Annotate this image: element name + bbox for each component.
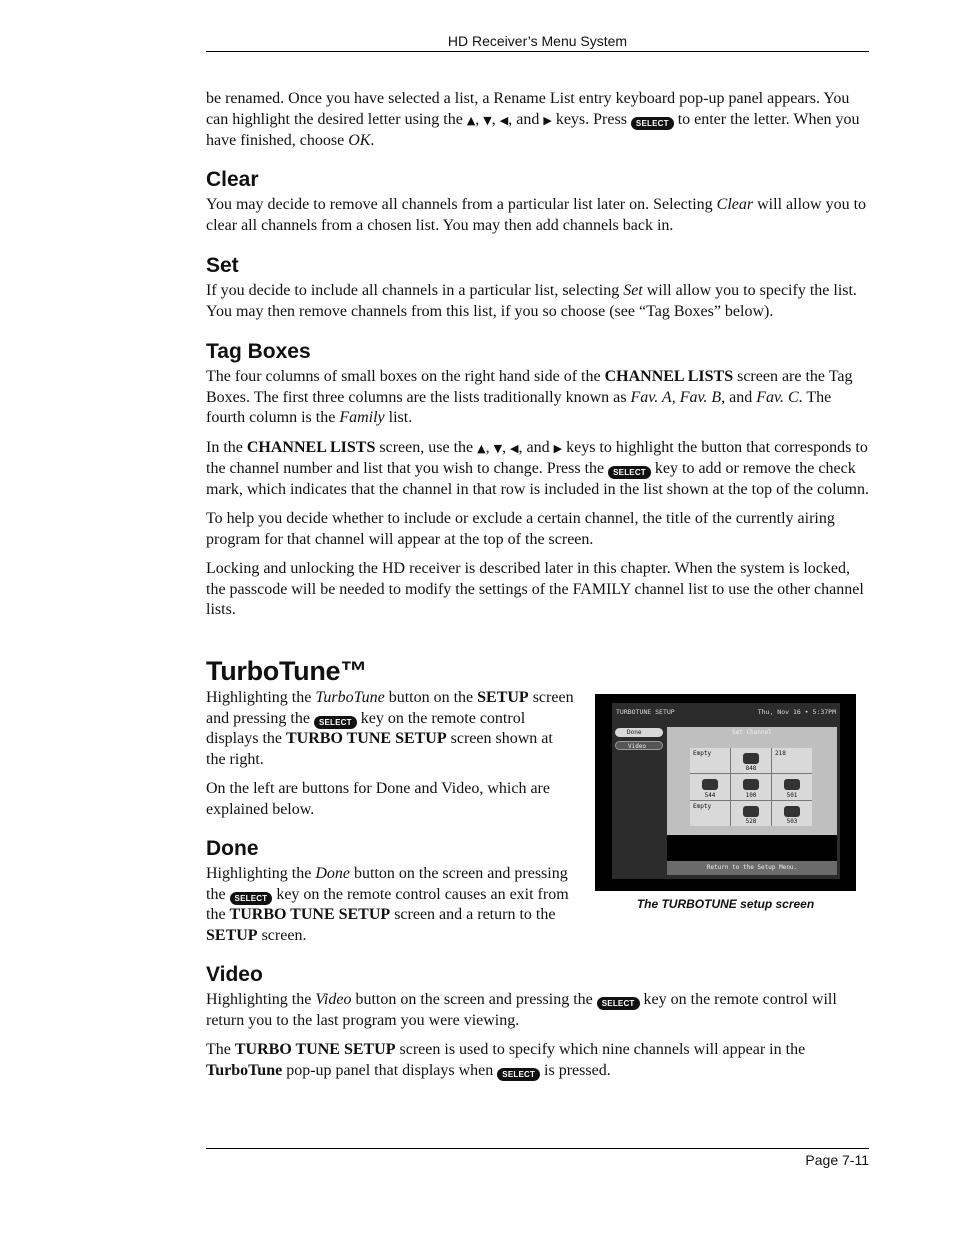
clear-heading: Clear	[206, 168, 259, 191]
turbotune-paragraph-1: Highlighting the TurboTune button on the SETUP screen and pressing the SELECT key on the remote control displays the TURBO TUNE SETUP screen shown at the right.	[206, 689, 574, 768]
panel-title: Set Channel	[732, 729, 772, 736]
channel-logo-icon	[743, 753, 759, 764]
running-header: HD Receiver’s Menu System	[447, 33, 628, 49]
select-key-icon: SELECT	[497, 1068, 540, 1081]
channel-cell[interactable]: 218	[772, 748, 812, 773]
clear-paragraph: You may decide to remove all channels from a particular list later on. Selecting Clear will allow you to clear all channels from a chosen list. You may then add channels back in.	[206, 196, 867, 234]
intro-paragraph: be renamed. Once you have selected a list, a Rename List entry keyboard pop-up panel appears. You can highlight the desired letter using the ▲, ▼, ◀, and ▶ keys. Press SELECT to enter the letter. When you have finished, choose OK.	[206, 90, 860, 149]
select-key-icon: SELECT	[597, 997, 640, 1010]
tag-boxes-heading: Tag Boxes	[206, 340, 311, 363]
down-arrow-icon: ▼	[483, 113, 492, 127]
video-heading: Video	[206, 963, 263, 986]
done-screen-button[interactable]: Done	[615, 728, 663, 737]
screen-datetime: Thu, Nov 16 • 5:37PM	[757, 708, 836, 716]
turbotune-paragraph-2: On the left are buttons for Done and Video, which are explained below.	[206, 780, 550, 818]
up-arrow-icon: ▲	[477, 441, 486, 455]
tag-paragraph-3: To help you decide whether to include or exclude a certain channel, the title of the currently airing program for that channel will appear at the top of the screen.	[206, 510, 835, 548]
channel-grid	[690, 748, 812, 826]
video-paragraph-2: The TURBO TUNE SETUP screen is used to specify which nine channels will appear in the TurboTune pop-up panel that displays when SELECT is pressed.	[206, 1041, 806, 1079]
tag-paragraph-2: In the CHANNEL LISTS screen, use the ▲, ▼, ◀, and ▶ keys to highlight the button that corresponds to the channel number and list that you wish to change. Press the SELECT key to add or remove the check mark, which indicates that the channel in that row is included in the list shown at the top of the column.	[206, 438, 869, 498]
right-arrow-icon: ▶	[543, 113, 552, 127]
tv-screen	[612, 703, 840, 879]
header-rule	[206, 51, 869, 52]
clear-section	[206, 168, 869, 236]
set-heading: Set	[206, 254, 239, 277]
figure-caption: The TURBOTUNE setup screen	[636, 897, 815, 911]
turbotune-setup-screenshot	[595, 694, 856, 891]
intro-block	[206, 89, 869, 152]
set-section	[206, 254, 869, 322]
set-paragraph: If you decide to include all channels in a particular list, selecting Set will allow you to specify the list. You may then remove channels from this list, if you so choose (see “Tag Boxes” below).	[206, 282, 857, 320]
channel-cell[interactable]: 848	[731, 748, 771, 773]
select-key-icon: SELECT	[631, 117, 674, 130]
set-channel-panel	[667, 727, 837, 835]
left-arrow-icon: ◀	[510, 441, 519, 455]
up-arrow-icon: ▲	[466, 113, 476, 127]
select-key-icon: SELECT	[314, 716, 357, 729]
hbo-logo-icon	[784, 779, 800, 790]
tag-paragraph-1: The four columns of small boxes on the right hand side of the CHANNEL LISTS screen are the Tag Boxes. The first three columns are the lists traditionally known as Fav. A, Fav. B, and Fav. C. The fourth column is the Family list.	[206, 368, 853, 426]
select-key-icon: SELECT	[608, 466, 651, 479]
channel-cell[interactable]: 544	[690, 774, 730, 799]
return-hint: Return to the Setup Menu.	[667, 861, 837, 875]
video-screen-button[interactable]: Video	[615, 741, 663, 750]
done-heading: Done	[206, 837, 259, 860]
page-number: Page 7-11	[805, 1152, 869, 1168]
channel-cell[interactable]: Empty	[690, 801, 730, 826]
channel-cell[interactable]: 503	[772, 801, 812, 826]
select-key-icon: SELECT	[230, 892, 273, 905]
tag-boxes-section	[206, 340, 869, 621]
done-section	[206, 837, 574, 946]
footer-rule	[206, 1148, 869, 1149]
video-section	[206, 963, 869, 1081]
video-paragraph-1: Highlighting the Video button on the screen and pressing the SELECT key on the remote control will return you to the last program you were viewing.	[206, 991, 837, 1029]
left-arrow-icon: ◀	[499, 113, 509, 127]
channel-logo-icon	[743, 779, 759, 790]
info-area	[667, 835, 837, 861]
tag-paragraph-4: Locking and unlocking the HD receiver is described later in this chapter. When the system is locked, the passcode will be needed to modify the settings of the FAMILY channel list to use the other channel lists.	[206, 560, 864, 618]
channel-cell[interactable]: 528	[731, 801, 771, 826]
done-paragraph: Highlighting the Done button on the screen and pressing the SELECT key on the remote control causes an exit from the TURBO TUNE SETUP screen and a return to the SETUP screen.	[206, 865, 569, 944]
channel-cell[interactable]: Empty	[690, 748, 730, 773]
hbo-logo-icon	[784, 806, 800, 817]
screen-title: TURBOTUNE SETUP	[616, 708, 675, 716]
channel-cell[interactable]: 501	[772, 774, 812, 799]
channel-logo-icon	[702, 779, 718, 790]
down-arrow-icon: ▼	[493, 441, 503, 455]
right-arrow-icon: ▶	[553, 441, 563, 455]
turbotune-section	[206, 656, 574, 820]
channel-logo-icon	[743, 806, 759, 817]
turbotune-heading: TurboTune™	[206, 656, 367, 686]
channel-cell[interactable]: 100	[731, 774, 771, 799]
